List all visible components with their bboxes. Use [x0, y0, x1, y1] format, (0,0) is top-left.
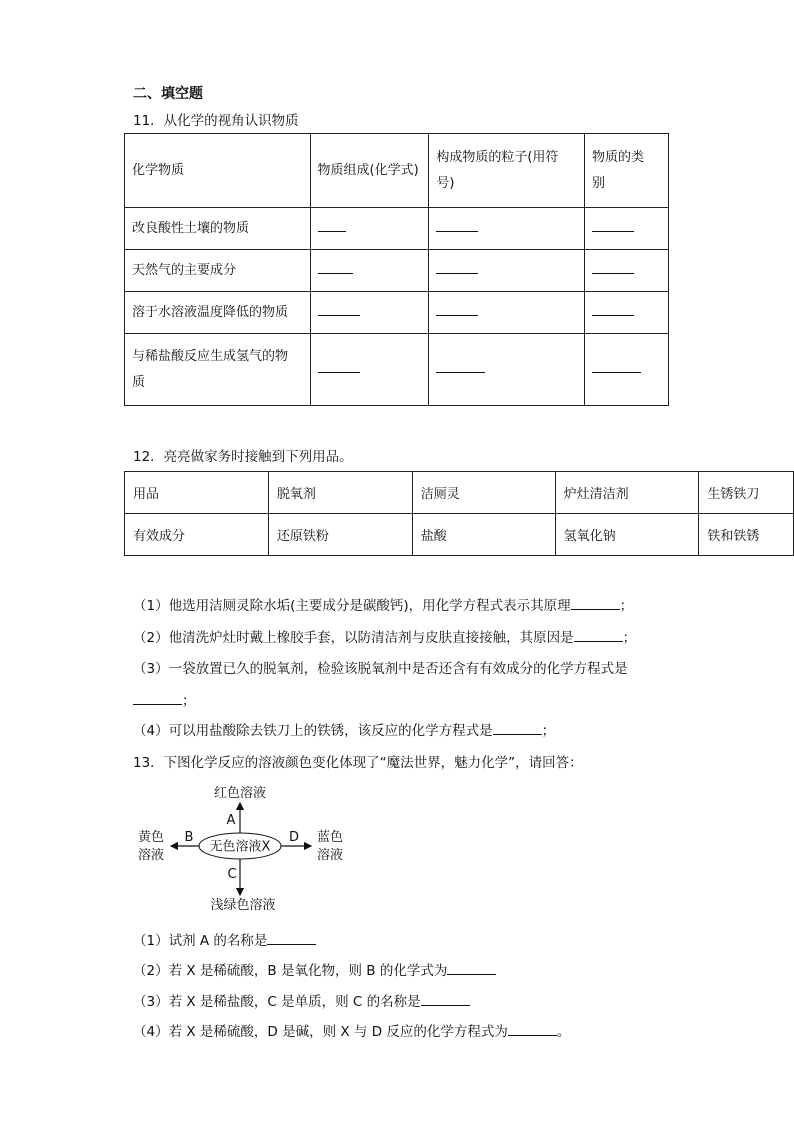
- header-line: 号): [436, 175, 455, 191]
- answer-blank[interactable]: [592, 230, 634, 232]
- table-cell: 炉灶清洁剂: [555, 472, 699, 514]
- label-d: D: [288, 830, 300, 845]
- q11-title: 11．从化学的视角认识物质: [133, 113, 299, 129]
- answer-blank[interactable]: [133, 703, 182, 705]
- q12-item-3: （3）一袋放置已久的脱氧剂，检验该脱氧剂中是否还含有有效成分的化学方程式是: [133, 661, 628, 677]
- section-title: 二、填空题: [133, 86, 203, 102]
- answer-cell[interactable]: [585, 208, 669, 250]
- top-label: 红色溶液: [213, 786, 267, 801]
- table-cell: 脱氧剂: [268, 472, 412, 514]
- punctuation: ；: [182, 693, 196, 709]
- answer-cell[interactable]: [429, 334, 585, 406]
- answer-cell[interactable]: [585, 334, 669, 406]
- answer-cell[interactable]: [310, 208, 429, 250]
- table-row: [125, 292, 669, 334]
- label-b: B: [184, 830, 194, 845]
- answer-cell[interactable]: [310, 334, 429, 406]
- header-line: 物质的类: [592, 149, 645, 165]
- answer-blank[interactable]: [318, 272, 353, 274]
- table-row: [125, 472, 794, 514]
- answer-blank[interactable]: [318, 230, 346, 232]
- table-row: [125, 208, 669, 250]
- table-header-row: [125, 134, 669, 208]
- header-line: 构成物质的粒子(用符: [436, 149, 559, 165]
- answer-blank[interactable]: [318, 371, 360, 373]
- q12-item-3-cont: [133, 689, 196, 709]
- question-text: （1）他选用洁厕灵除水垢(主要成分是碳酸钙)，用化学方程式表示其原理: [133, 598, 571, 614]
- answer-blank[interactable]: [436, 272, 478, 274]
- row-label: [125, 334, 311, 406]
- label-c: C: [227, 867, 237, 882]
- question-text: （3）若 X 是稀盐酸，C 是单质，则 C 的名称是: [133, 994, 421, 1010]
- reaction-diagram: [135, 783, 365, 918]
- q13-item-3: [133, 990, 470, 1010]
- answer-blank[interactable]: [508, 1034, 557, 1036]
- label-a: A: [226, 813, 236, 828]
- question-text: （2）他清洗炉灶时戴上橡胶手套，以防清洁剂与皮肤直接接触，其原因是: [133, 630, 574, 646]
- q12-table: [124, 471, 794, 556]
- answer-blank[interactable]: [592, 314, 634, 316]
- header-cell: 物质组成(化学式): [310, 134, 429, 208]
- q12-title: 12．亮亮做家务时接触到下列用品。: [133, 449, 353, 465]
- table-cell: 生锈铁刀: [699, 472, 794, 514]
- q13-item-2: [133, 959, 496, 979]
- right-label-1: 蓝色: [317, 830, 344, 845]
- header-cell: [429, 134, 585, 208]
- row-label: 溶于水溶液温度降低的物质: [125, 292, 311, 334]
- answer-cell[interactable]: [585, 292, 669, 334]
- punctuation: ；: [619, 598, 634, 614]
- punctuation: ；: [541, 723, 556, 739]
- left-label-1: 黄色: [138, 830, 165, 845]
- table-cell: 铁和铁锈: [699, 514, 794, 556]
- table-cell: 洁厕灵: [412, 472, 555, 514]
- row-label-line: 质: [132, 374, 146, 390]
- table-row: [125, 334, 669, 406]
- answer-cell[interactable]: [310, 250, 429, 292]
- answer-cell[interactable]: [310, 292, 429, 334]
- answer-cell[interactable]: [429, 292, 585, 334]
- table-cell: 用品: [125, 472, 269, 514]
- answer-cell[interactable]: [429, 208, 585, 250]
- q13-title: 13．下图化学反应的溶液颜色变化体现了“魔法世界，魅力化学”，请回答：: [133, 755, 583, 771]
- header-cell: [585, 134, 669, 208]
- row-label: 天然气的主要成分: [125, 250, 311, 292]
- question-text: （2）若 X 是稀硫酸，B 是氧化物，则 B 的化学式为: [133, 963, 448, 979]
- answer-blank[interactable]: [493, 733, 542, 735]
- table-cell: 氢氧化钠: [555, 514, 699, 556]
- answer-blank[interactable]: [267, 943, 316, 945]
- left-label-2: 溶液: [138, 848, 165, 863]
- question-text: （4）若 X 是稀硫酸，D 是碱，则 X 与 D 反应的化学方程式为: [133, 1024, 508, 1040]
- answer-blank[interactable]: [592, 371, 641, 373]
- answer-blank[interactable]: [436, 314, 478, 316]
- question-text: （4）可以用盐酸除去铁刀上的铁锈，该反应的化学方程式是: [133, 723, 493, 739]
- header-cell: 化学物质: [125, 134, 311, 208]
- punctuation: ；: [622, 630, 637, 646]
- answer-cell[interactable]: [429, 250, 585, 292]
- answer-blank[interactable]: [436, 371, 485, 373]
- q11-table: [124, 133, 669, 406]
- question-text: （1）试剂 A 的名称是: [133, 933, 268, 949]
- answer-blank[interactable]: [447, 973, 496, 975]
- q12-item-1: [133, 594, 633, 614]
- q12-item-2: [133, 626, 636, 646]
- answer-blank[interactable]: [436, 230, 478, 232]
- answer-blank[interactable]: [421, 1004, 470, 1006]
- answer-cell[interactable]: [585, 250, 669, 292]
- right-label-2: 溶液: [317, 848, 344, 863]
- table-row: [125, 250, 669, 292]
- table-cell: 有效成分: [125, 514, 269, 556]
- punctuation: 。: [556, 1024, 571, 1040]
- answer-blank[interactable]: [571, 608, 620, 610]
- row-label-line: 与稀盐酸反应生成氢气的物: [132, 348, 289, 364]
- table-row: [125, 514, 794, 556]
- table-cell: 还原铁粉: [268, 514, 412, 556]
- center-label: 无色溶液X: [209, 839, 271, 855]
- header-line: 别: [592, 175, 606, 191]
- table-cell: 盐酸: [412, 514, 555, 556]
- bottom-label: 浅绿色溶液: [210, 898, 276, 913]
- answer-blank[interactable]: [592, 272, 634, 274]
- answer-blank[interactable]: [318, 314, 360, 316]
- q12-item-4: [133, 719, 555, 739]
- row-label: 改良酸性土壤的物质: [125, 208, 311, 250]
- q13-item-4: [133, 1020, 570, 1040]
- answer-blank[interactable]: [574, 640, 623, 642]
- q13-item-1: [133, 929, 316, 949]
